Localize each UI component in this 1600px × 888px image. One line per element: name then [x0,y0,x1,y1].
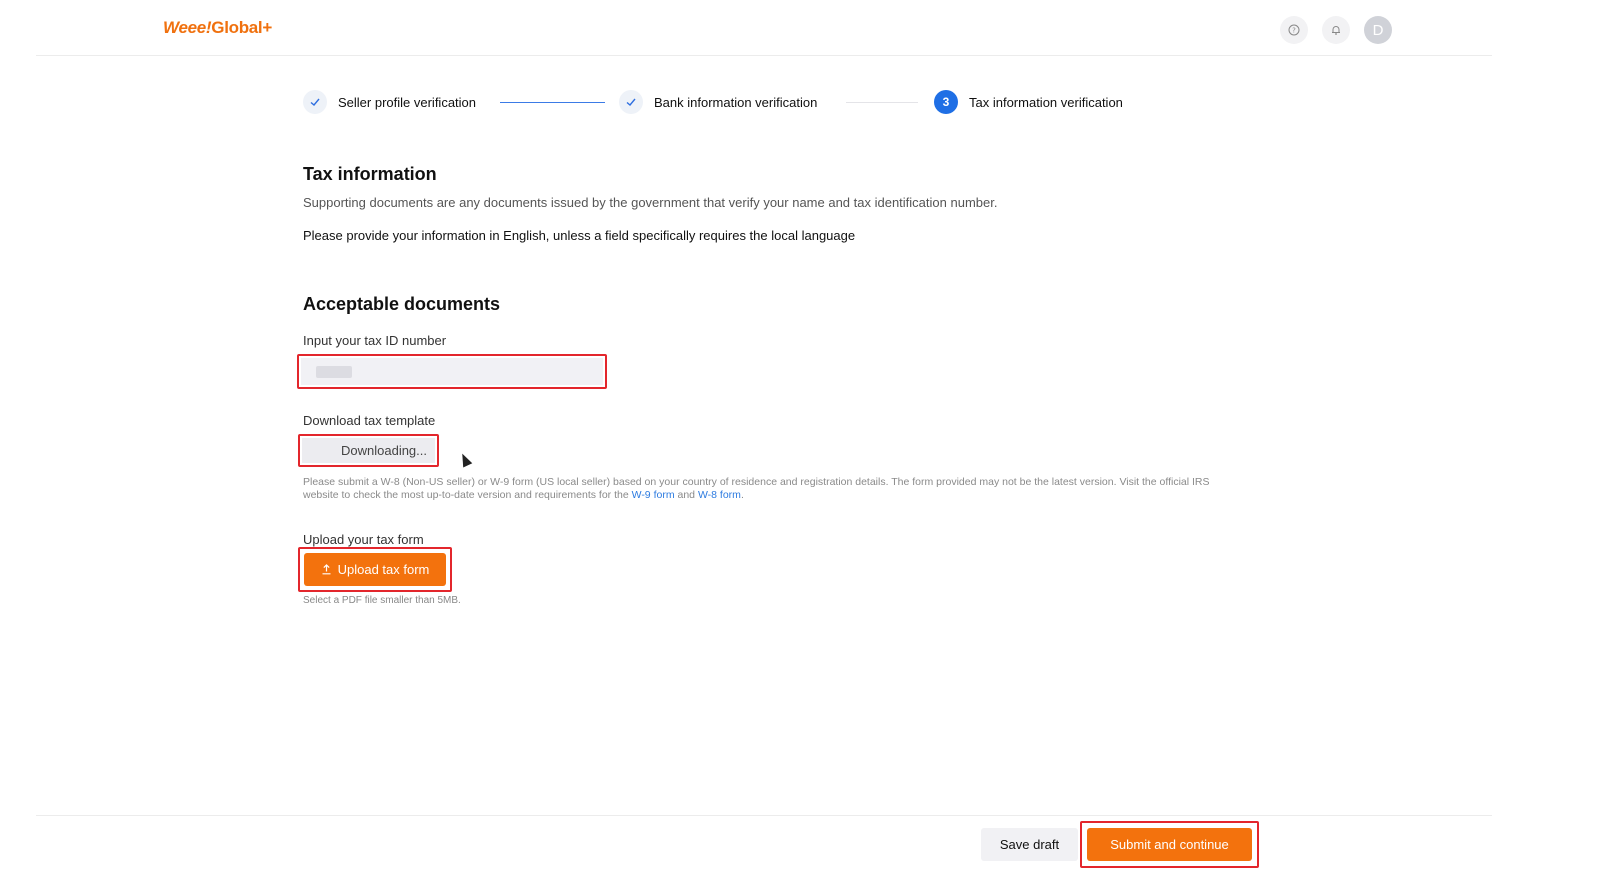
svg-text:?: ? [1292,26,1296,35]
check-icon [303,90,327,114]
upload-button-label: Upload tax form [337,562,430,577]
acceptable-documents-title: Acceptable documents [303,294,501,314]
logo-global-text: Global+ [211,18,272,37]
bell-icon[interactable] [1322,16,1350,44]
weee-global-logo[interactable] [163,18,272,38]
section-subtitle: Supporting documents are any documents issued by the government that verify your name and tax identification number. [303,195,998,210]
w9-form-link[interactable]: W-9 form [631,489,675,501]
step-connector [846,102,918,103]
step-connector [500,102,605,103]
help-text: Please submit a W-8 (Non-US seller) or W-9 form (US local seller) based on your country of residence and registration details. The form provided may not be the latest version. Visit the official IRS website to check the most up-to-date version and requirements for the [303,476,1210,501]
w8-form-link[interactable]: W-8 form [697,489,741,501]
download-button-highlight [298,434,439,467]
step-label: Bank information verification [654,94,818,110]
upload-form-label: Upload your tax form [303,532,424,547]
submit-button-highlight [1080,821,1259,868]
save-draft-button[interactable]: Save draft [981,828,1078,861]
section-title: Tax information [303,164,437,184]
step-label: Tax information verification [969,94,1123,110]
step-label: Seller profile verification [338,94,477,110]
check-icon [619,90,643,114]
tax-form-help-text [303,476,1248,502]
step-bank-information[interactable] [619,90,817,114]
avatar[interactable]: D [1364,16,1392,44]
upload-icon [321,564,332,575]
verification-steps [303,90,1163,116]
download-template-label: Download tax template [303,413,436,428]
help-circle-icon[interactable] [1280,16,1308,44]
upload-tax-form-button[interactable] [304,553,446,586]
help-text-period: . [740,489,744,501]
submit-and-continue-button[interactable]: Submit and continue [1087,828,1252,861]
tax-id-label: Input your tax ID number [303,333,447,348]
upload-hint: Select a PDF file smaller than 5MB. [303,595,461,606]
step-seller-profile[interactable] [303,90,476,114]
tax-id-field-highlight [297,354,607,389]
language-note: Please provide your information in English, unless a field specifically requires the local language [303,228,856,243]
upload-button-highlight [298,547,452,592]
help-text-and: and [677,489,696,501]
mouse-cursor-icon [458,451,473,467]
top-icons [1280,16,1392,44]
footer-divider [36,815,1492,816]
step-tax-information[interactable] [934,90,1123,114]
download-tax-template-button[interactable]: Downloading... [302,438,435,463]
redacted-value [316,366,352,378]
top-bar [36,0,1492,56]
logo-weee-text: Weee! [163,18,212,37]
step-number-badge: 3 [934,90,958,114]
